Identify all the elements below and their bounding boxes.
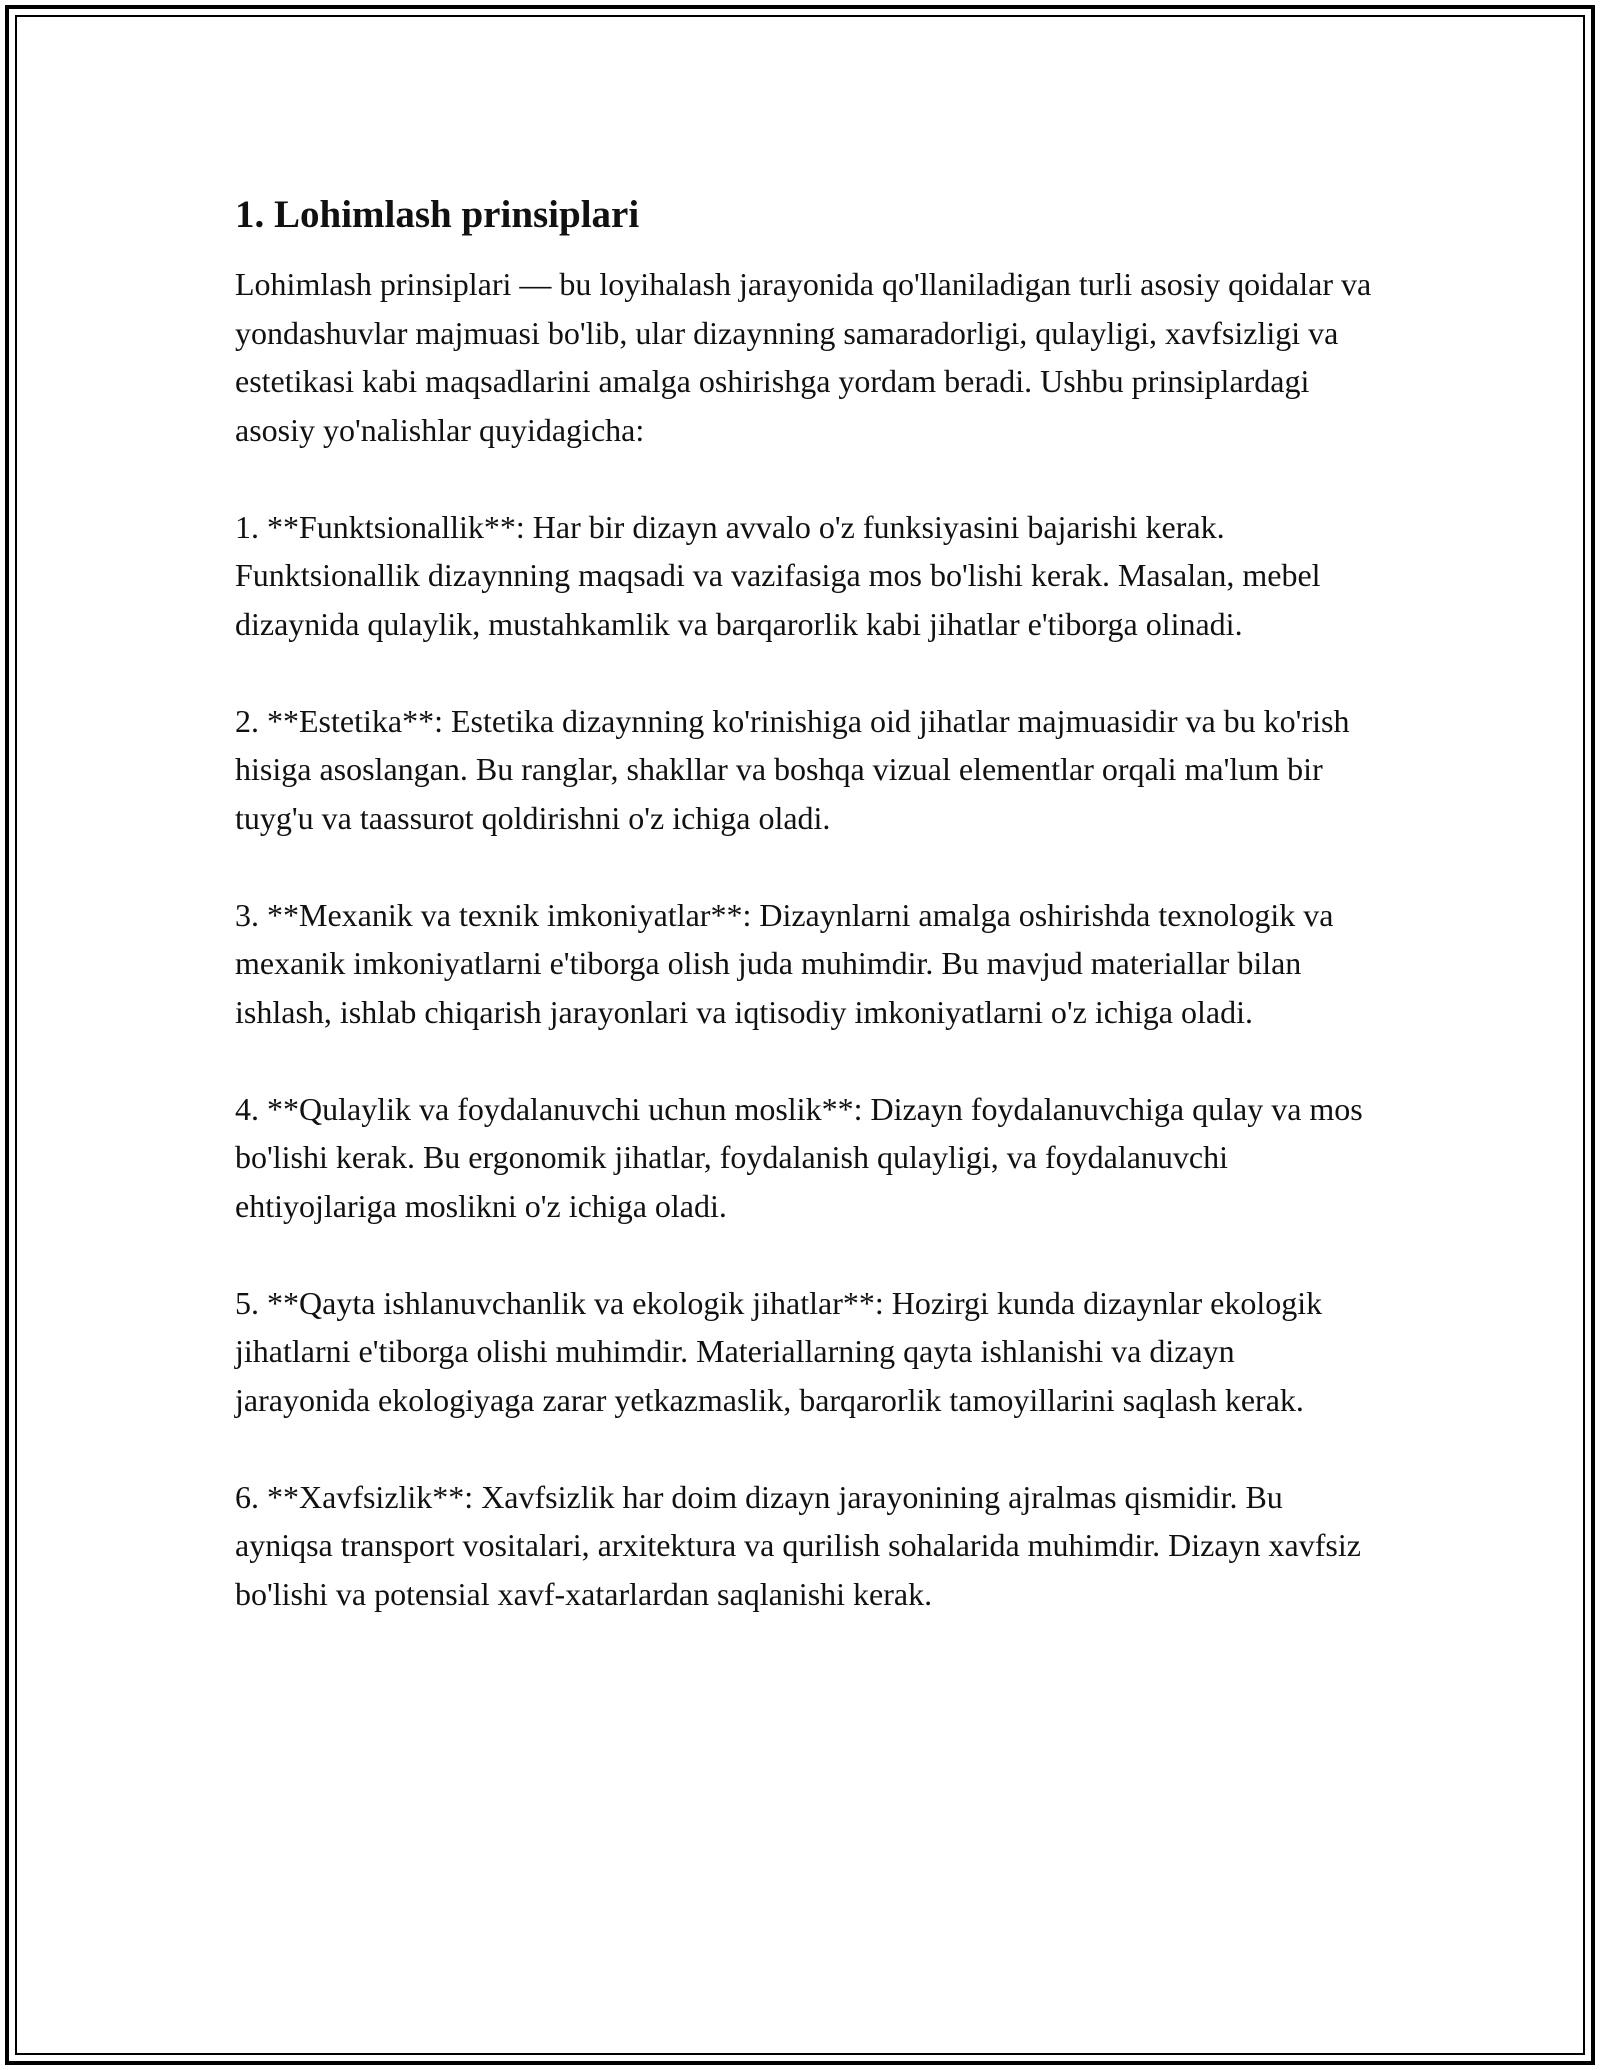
principle-item-1: 1. **Funktsionallik**: Har bir dizayn avvalo o'z funksiyasini bajarishi kerak. Funktsionallik dizaynning maqsadi va vazifasiga mos bo'lishi kerak. Masalan, mebel dizaynida qulaylik, mustahkamlik va barqarorlik kabi jihatlar e'tiborga olinadi. [235, 508, 1321, 642]
principle-item-6: 6. **Xavfsizlik**: Xavfsizlik har doim dizayn jarayonining ajralmas qismidir. Bu ayniqsa transport vositalari, arxitektura va qurilish sohalarida muhimdir. Dizayn xavfsiz bo'lishi va potensial xavf-xatarlardan saqlanishi kerak. [235, 1478, 1361, 1612]
principle-item-3: 3. **Mexanik va texnik imkoniyatlar**: Dizaynlarni amalga oshirishda texnologik va mexanik imkoniyatlarni e'tiborga olish juda muhimdir. Bu mavjud materiallar bilan ishlash, ishlab chiqarish jarayonlari va iqtisodiy imkoniyatlarni o'z ichiga oladi. [235, 896, 1334, 1030]
intro-paragraph: Lohimlash prinsiplari — bu loyihalash jarayonida qo'llaniladigan turli asosiy qoidalar va yondashuvlar majmuasi bo'lib, ular dizaynning samaradorligi, qulayligi, xavfsizligi va estetikasi kabi maqsadlarini amalga oshirishga yordam beradi. Ushbu prinsiplardagi asosiy yo'nalishlar quyidagicha: [235, 266, 1372, 448]
principle-item-2: 2. **Estetika**: Estetika dizaynning ko'rinishiga oid jihatlar majmuasidir va bu ko'rish hisiga asoslangan. Bu ranglar, shakllar va boshqa vizual elementlar orqali ma'lum bir tuyg'u va taassurot qoldirishni o'z ichiga oladi. [235, 702, 1350, 836]
document-body [235, 190, 1375, 1667]
principle-item-5: 5. **Qayta ishlanuvchanlik va ekologik jihatlar**: Hozirgi kunda dizaynlar ekologik jihatlarni e'tiborga olishi muhimdir. Materiallarning qayta ishlanishi va dizayn jarayonida ekologiyaga zarar yetkazmaslik, barqarorlik tamoyillarini saqlash kerak. [235, 1284, 1323, 1418]
document-title: 1. Lohimlash prinsiplari [235, 193, 640, 236]
principle-item-4: 4. **Qulaylik va foydalanuvchi uchun moslik**: Dizayn foydalanuvchiga qulay va mos bo'lishi kerak. Bu ergonomik jihatlar, foydalanish qulayligi, va foydalanuvchi ehtiyojlariga moslikni o'z ichiga oladi. [235, 1090, 1363, 1224]
